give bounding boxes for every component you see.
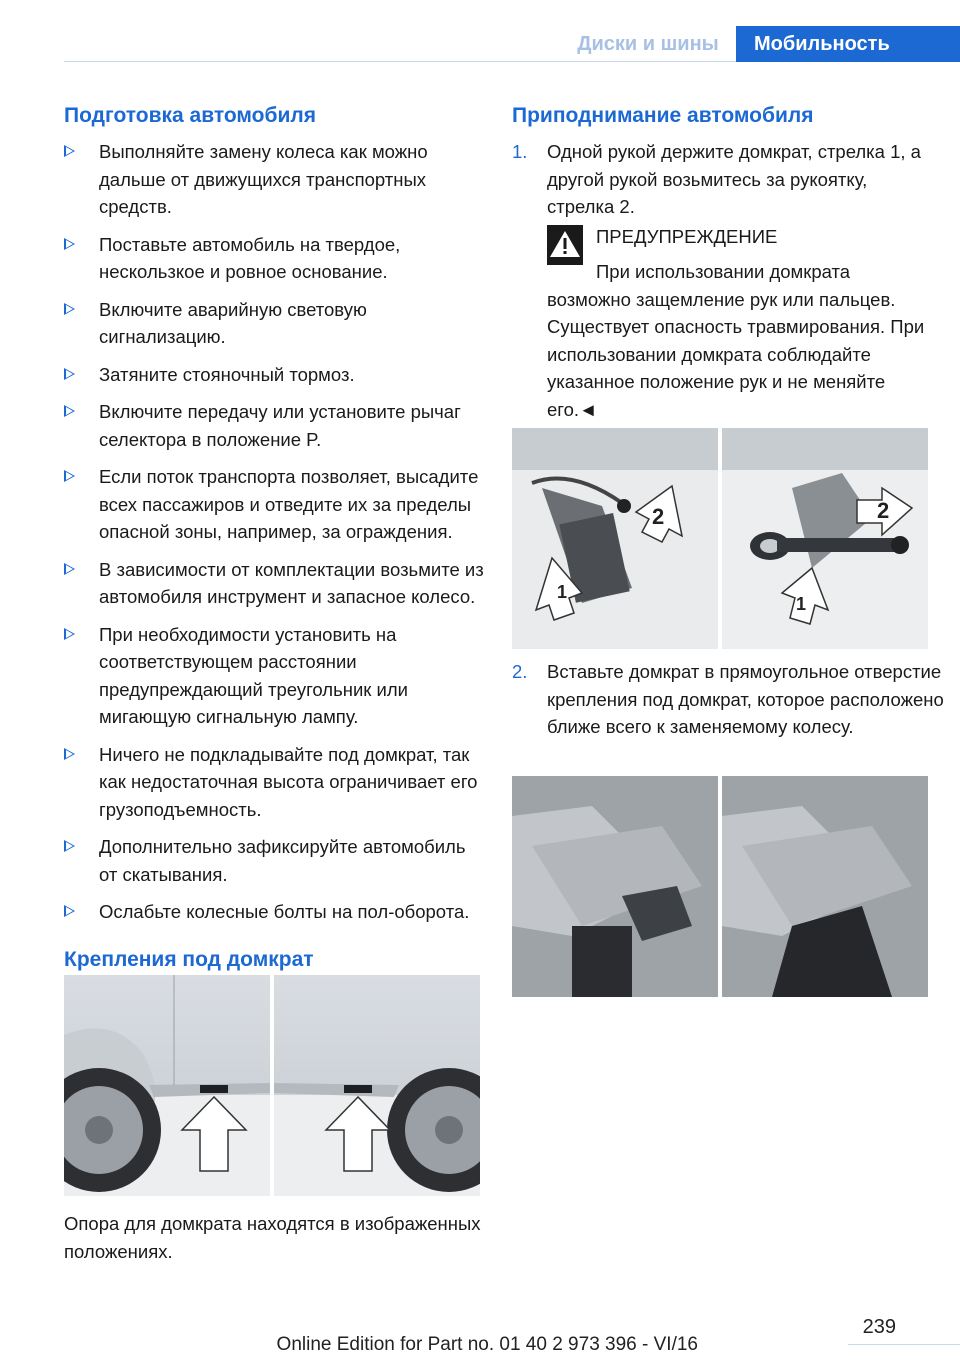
jack-insert-illustration — [512, 776, 928, 997]
prep-bullet-item — [64, 741, 484, 824]
section-title-vehicle-prep: Подготовка автомобиля — [64, 104, 316, 127]
prep-bullet-text: Поставьте автомобиль на твердое, нескользкое и ровное основание. — [99, 233, 401, 282]
tab-mobility[interactable]: Мобильность — [736, 26, 960, 62]
jack-insert-figure — [512, 776, 928, 997]
right-column — [512, 100, 932, 221]
bullet-triangle-icon — [64, 748, 75, 760]
edition-footer: Online Edition for Part no. 01 40 2 973 396 - VI/16 — [276, 1334, 698, 1355]
prep-bullet-text: В зависимости от комплектации возьмите из автомобиля инструмент и запасное колесо. — [99, 558, 484, 607]
prep-bullet-item — [64, 231, 484, 286]
arrow-label-2-right: 2 — [877, 498, 890, 523]
page-number: 239 — [862, 1316, 896, 1338]
warning-title: ПРЕДУПРЕЖДЕНИЕ — [596, 226, 778, 247]
prep-bullet-text: Дополнительно зафиксируйте автомобиль от скатывания. — [99, 836, 466, 885]
jack-holding-figure — [512, 428, 928, 649]
bullet-triangle-icon — [64, 238, 75, 250]
prep-bullet-text: При необходимости установить на соответствующем расстоянии предупреждающий треугольник или мигающую сигнальную лампу. — [99, 623, 408, 727]
tab-wheels-tires[interactable]: Диски и шины — [577, 33, 719, 55]
section-title-raising-vehicle: Приподнимание автомобиля — [512, 104, 814, 127]
prep-bullet-item — [64, 621, 484, 731]
bullet-triangle-icon — [64, 840, 75, 852]
step-1-number: 1. — [512, 141, 528, 162]
prep-bullet-item — [64, 556, 484, 611]
prep-bullet-text: Ничего не подкладывайте под домкрат, так как недостаточная высота ограничивает его грузоподъемность. — [99, 743, 478, 820]
prep-bullet-item — [64, 138, 484, 221]
bullet-triangle-icon — [64, 470, 75, 482]
prep-bullet-item — [64, 898, 484, 926]
bullet-triangle-icon — [64, 563, 75, 575]
bullet-triangle-icon — [64, 405, 75, 417]
jacking-points-caption: Опора для домкрата находятся в изображенных положениях. — [64, 1213, 481, 1262]
page-rule — [848, 1344, 960, 1345]
jack-holding-illustration — [512, 428, 928, 649]
step-2 — [512, 658, 960, 741]
arrow-label-1-right: 1 — [796, 594, 807, 614]
step-2-text: Вставьте домкрат в прямоугольное отверстие крепления под домкрат, которое расположено ближе всего к заменяемому колесу. — [547, 661, 944, 737]
arrow-label-2-left: 2 — [652, 504, 665, 529]
prep-bullet-item — [64, 361, 484, 389]
step-1 — [512, 138, 932, 221]
step-1-text: Одной рукой держите домкрат, стрелка 1, а другой рукой возьмитесь за рукоятку, стрелка 2. — [547, 141, 921, 217]
prep-bullet-list — [64, 138, 484, 926]
bullet-triangle-icon — [64, 368, 75, 380]
prep-bullet-text: Включите аварийную световую сигнализацию. — [99, 298, 367, 347]
prep-bullet-text: Ослабьте колесные болты на пол-оборота. — [99, 901, 470, 922]
arrow-label-1-left: 1 — [557, 582, 568, 602]
jacking-points-figure — [64, 975, 480, 1196]
prep-bullet-item — [64, 296, 484, 351]
prep-bullet-item — [64, 398, 484, 453]
prep-bullet-item — [64, 463, 484, 546]
bullet-triangle-icon — [64, 145, 75, 157]
bullet-triangle-icon — [64, 303, 75, 315]
step-2-number: 2. — [512, 661, 528, 682]
prep-bullet-text: Включите передачу или установите рычаг селектора в положение P. — [99, 401, 461, 450]
bullet-triangle-icon — [64, 628, 75, 640]
warning-text: При использовании домкрата возможно защемление рук или пальцев. Существует опасность травмирования. При использовании домкрата соблюдайте указанное положение рук и не меняйте его.◄ — [547, 261, 925, 420]
prep-bullet-item — [64, 833, 484, 888]
left-column — [64, 100, 484, 976]
prep-bullet-text: Затяните стояночный тормоз. — [99, 363, 355, 385]
jacking-points-illustration — [64, 975, 480, 1196]
bullet-triangle-icon — [64, 905, 75, 917]
prep-bullet-text: Если поток транспорта позволяет, высадите всех пассажиров и отведите их за пределы опасной зоны, например, за ограждения. — [99, 466, 479, 542]
prep-bullet-text: Выполняйте замену колеса как можно дальше от движущихся транспортных средств. — [99, 141, 428, 217]
section-title-jacking-points: Крепления под домкрат — [64, 947, 314, 971]
